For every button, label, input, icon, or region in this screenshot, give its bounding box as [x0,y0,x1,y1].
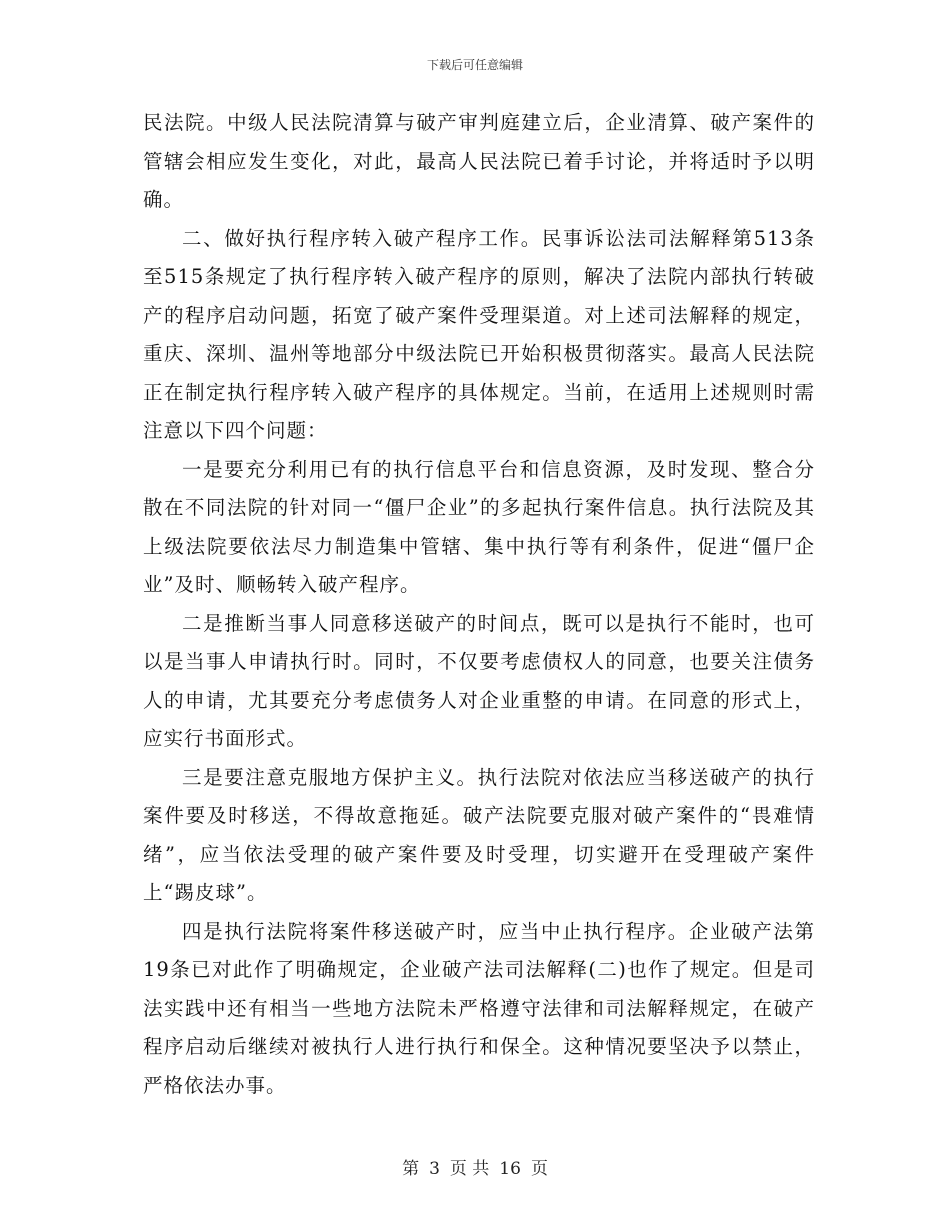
document-body [143,104,815,1105]
current-page-number: 3 [429,1159,440,1179]
paragraph-3: 一是要充分利用已有的执行信息平台和信息资源，及时发现、整合分散在不同法院的针对同一“僵尸企业”的多起执行案件信息。执行法院及其上级法院要依法尽力制造集中管辖、集中执行等有利条件，促进“僵尸企业”及时、顺畅转入破产程序。 [143,457,815,596]
paragraph-5: 三是要注意克服地方保护主义。执行法院对依法应当移送破产的执行案件要及时移送，不得故意拖延。破产法院要克服对破产案件的“畏难情绪”，应当依法受理的破产案件要及时受理，切实避开在受理破产案件上“踢皮球”。 [143,765,815,904]
total-page-count: 16 [499,1159,521,1179]
page-number-mid: 页 共 [449,1159,490,1179]
page-number-prefix: 第 [402,1159,420,1179]
paragraph-4: 二是推断当事人同意移送破产的时间点，既可以是执行不能时，也可以是当事人申请执行时。同时，不仅要考虑债权人的同意，也要关注债务人的申请，尤其要充分考虑债务人对企业重整的申请。在同意的形式上，应实行书面形式。 [143,611,815,750]
paragraph-1: 民法院。中级人民法院清算与破产审判庭建立后，企业清算、破产案件的管辖会相应发生变化，对此，最高人民法院已着手讨论，并将适时予以明确。 [143,111,815,211]
page-number-footer [0,1154,950,1179]
paragraph-6: 四是执行法院将案件移送破产时，应当中止执行程序。企业破产法第19条已对此作了明确规定，企业破产法司法解释(二)也作了规定。但是司法实践中还有相当一些地方法院未严格遵守法律和司法解释规定，在破产程序启动后继续对被执行人进行执行和保全。这种情况要坚决予以禁止，严格依法办事。 [143,919,815,1097]
paragraph-2: 二、做好执行程序转入破产程序工作。民事诉讼法司法解释第513条至515条规定了执行程序转入破产程序的原则，解决了法院内部执行转破产的程序启动问题，拓宽了破产案件受理渠道。对上述司法解释的规定，重庆、深圳、温州等地部分中级法院已开始积极贯彻落实。最高人民法院正在制定执行程序转入破产程序的具体规定。当前，在适用上述规则时需注意以下四个问题： [143,226,815,442]
page-header-note: 下载后可任意编辑 [426,58,523,72]
page-number-suffix: 页 [530,1159,548,1179]
